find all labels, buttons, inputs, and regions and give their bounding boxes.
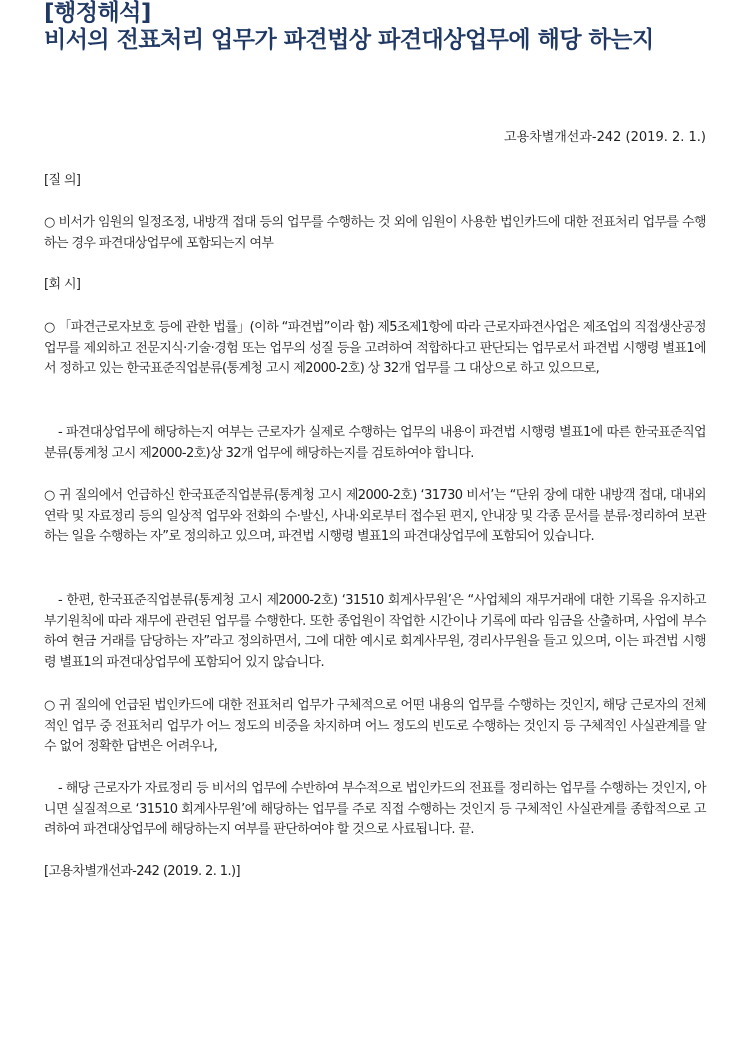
answer-paragraph-4 (44, 591, 706, 673)
answer-text: ○ 귀 질의에서 언급하신 한국표준직업분류(통계청 고시 제2000-2호) ‘31730 비서’는 “단위 장에 대한 내방객 접대, 대내외 연락 및 자료정리 등의 일상적 업무와 전화의 수·발신, 사내·외로부터 접수된 편지, 안내장 및 각종 문서를 분류·정리하여 보관하는 일을 수행하는 자”로 정의하고 있으며, 파견법 시행령 별표1의 파견대상업무에 포함되어 있습니다. (44, 488, 706, 544)
document-title: 비서의 전표처리 업무가 파견법상 파견대상업무에 해당 하는지 (44, 27, 654, 53)
document-category: [행정해석] (44, 0, 151, 26)
question-text (44, 213, 706, 254)
reference-number-top: 고용차별개선과-242 (2019. 2. 1.) (504, 130, 706, 145)
answer-text: - 파견대상업무에 해당하는지 여부는 근로자가 실제로 수행하는 업무의 내용이 파견법 시행령 별표1에 따른 한국표준직업분류(통계청 고시 제2000-2호)상 32개 업무에 해당하는지를 검토하여야 합니다. (44, 425, 706, 461)
answer-text: - 해당 근로자가 자료정리 등 비서의 업무에 수반하여 부수적으로 법인카드의 전표를 정리하는 업무를 수행하는 것인지, 아니면 실질적으로 ‘31510 회계사무원’에 해당하는 업무를 주로 직접 수행하는 것인지 등 구체적인 사실관계를 종합적으로 고려하여 파견대상업무에 해당하는지 여부를 판단하여야 할 것으로 사료됩니다. 끝. (44, 781, 706, 837)
answer-text: ○ 「파견근로자보호 등에 관한 법률」(이하 “파견법”이라 함) 제5조제1항에 따라 근로자파견사업은 제조업의 직접생산공정업무를 제외하고 전문지식·기술·경험 또는 업무의 성질 등을 고려하여 적합하다고 판단되는 업무로서 파견법 시행령 별표1에서 정하고 있는 한국표준직업분류(통계청 고시 제2000-2호) 상 32개 업무를 그 대상으로 하고 있으므로, (44, 320, 706, 376)
answer-paragraph-5 (44, 696, 706, 758)
question-heading: [질 의] (44, 173, 81, 188)
answer-paragraph-3 (44, 486, 706, 548)
answer-heading: [회 시] (44, 277, 81, 292)
document-header (44, 0, 724, 54)
answer-text: - 한편, 한국표준직업분류(통계청 고시 제2000-2호) ‘31510 회계사무원’은 “사업체의 재무거래에 대한 기록을 유지하고 부기원칙에 따라 재무에 관련된 업무를 수행한다. 또한 종업원이 작업한 시간이나 기록에 따라 임금을 산출하며, 사업에 부수하여 현금 거래를 담당하는 자”라고 정의하면서, 그에 대한 예시로 회계사무원, 경리사무원을 들고 있으며, 이는 파견법 시행령 별표1의 파견대상업무에 포함되어 있지 않습니다. (44, 593, 706, 670)
question-paragraph: ○ 비서가 임원의 일정조정, 내방객 접대 등의 업무를 수행하는 것 외에 임원이 사용한 법인카드에 대한 전표처리 업무를 수행하는 경우 파견대상업무에 포함되는지 여부 (44, 215, 706, 251)
answer-paragraph-1 (44, 318, 706, 380)
answer-paragraph-6 (44, 779, 706, 841)
answer-paragraph-2 (44, 423, 706, 464)
reference-number-bottom: [고용차별개선과-242 (2019. 2. 1.)] (44, 864, 240, 879)
answer-text: ○ 귀 질의에 언급된 법인카드에 대한 전표처리 업무가 구체적으로 어떤 내용의 업무를 수행하는 것인지, 해당 근로자의 전체적인 업무 중 전표처리 업무가 어느 정도의 비중을 차지하며 어느 정도의 빈도로 수행하는 것인지 등 구체적인 사실관계를 알 수 없어 정확한 답변은 어려우나, (44, 698, 706, 754)
